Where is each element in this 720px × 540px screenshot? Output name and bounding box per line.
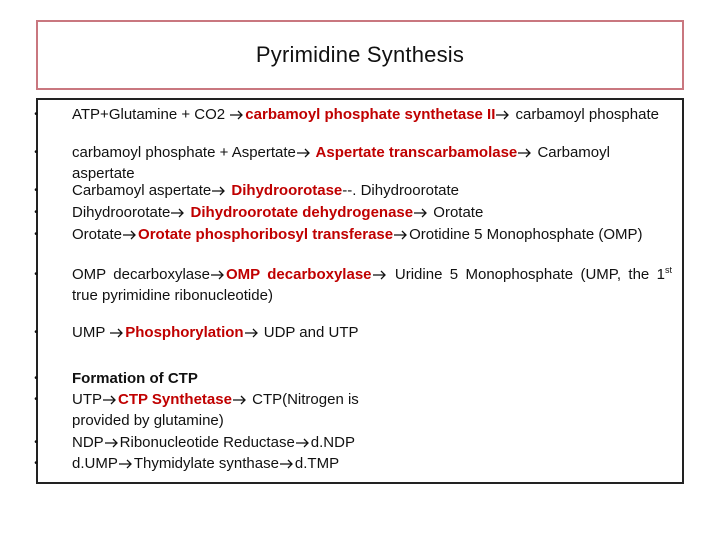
content-box	[36, 98, 684, 484]
bullet: •	[34, 269, 38, 280]
enzyme: OMP decarboxylase	[226, 266, 372, 283]
product: Carbamoyl aspertate	[72, 144, 610, 182]
item-text	[72, 453, 672, 474]
arrow-right-icon	[119, 459, 133, 469]
reactant: UTP	[72, 391, 102, 408]
enzyme: carbamoyl phosphate synthetase II	[245, 106, 496, 123]
bullet: •	[34, 394, 38, 405]
product: Orotate	[429, 204, 484, 221]
arrow-right-icon	[230, 110, 244, 120]
arrow-right-icon	[171, 208, 185, 218]
product: d.TMP	[294, 455, 340, 472]
reactant: OMP decarboxylase	[72, 266, 210, 283]
reactant: Carbamoyl aspertate	[72, 182, 212, 199]
bullet: •	[34, 373, 38, 384]
enzyme: Dihydroorotase	[227, 182, 343, 199]
product: Uridine 5 Monophosphate (UMP, the 1	[387, 266, 665, 283]
product: Orotidine 5 Monophosphate (OMP)	[409, 226, 643, 243]
product: d.NDP	[310, 434, 355, 451]
arrow-right-icon	[211, 270, 225, 280]
item-text	[72, 142, 672, 184]
reactant: NDP	[72, 434, 104, 451]
bullet: •	[34, 437, 38, 448]
item-text	[72, 264, 672, 306]
reactant: Orotate	[72, 226, 123, 243]
item-text	[72, 180, 672, 201]
arrow-right-icon	[280, 459, 294, 469]
superscript: st	[664, 265, 672, 275]
arrow-right-icon	[123, 230, 137, 240]
item-text	[72, 322, 672, 343]
arrow-right-icon	[296, 438, 310, 448]
product: UDP and UTP	[259, 324, 359, 341]
enzyme: Aspertate transcarbamolase	[311, 144, 518, 161]
bullet: •	[34, 109, 38, 120]
arrow-right-icon	[233, 395, 247, 405]
product: CTP(Nitrogen is provided by glutamine)	[72, 391, 359, 429]
enzyme: Thymidylate synthase	[133, 455, 279, 472]
arrow-right-icon	[496, 110, 510, 120]
page-title: Pyrimidine Synthesis	[255, 42, 465, 67]
enzyme: Phosphorylation	[125, 324, 244, 341]
enzyme: Ribonucleotide Reductase	[119, 434, 295, 451]
reactant: ATP+Glutamine + CO2	[72, 106, 230, 123]
bullet: •	[34, 185, 38, 196]
arrow-right-icon	[394, 230, 408, 240]
bullet: •	[34, 458, 38, 469]
title-box	[36, 20, 684, 90]
enzyme: CTP Synthetase	[118, 391, 232, 408]
arrow-right-icon	[373, 270, 387, 280]
item-text	[72, 432, 672, 453]
item-text	[72, 202, 672, 223]
product: carbamoyl phosphate	[511, 106, 659, 123]
section-heading: Formation of CTP	[72, 370, 198, 387]
arrow-right-icon	[414, 208, 428, 218]
bullet: •	[34, 229, 38, 240]
reactant: UMP	[72, 324, 110, 341]
reactant: carbamoyl phosphate + Aspertate	[72, 144, 296, 161]
arrow-right-icon	[103, 395, 117, 405]
bullet: •	[34, 207, 38, 218]
arrow-right-icon	[105, 438, 119, 448]
bullet: •	[34, 147, 38, 158]
enzyme: Orotate phosphoribosyl transferase	[138, 226, 394, 243]
item-text	[72, 224, 672, 245]
reactant: d.UMP	[72, 455, 118, 472]
arrow-right-icon	[518, 148, 532, 158]
item-text	[72, 389, 372, 431]
product: --. Dihydroorotate	[342, 182, 459, 199]
arrow-right-icon	[297, 148, 311, 158]
arrow-right-icon	[245, 328, 259, 338]
reactant: Dihydroorotate	[72, 204, 171, 221]
product-note: true pyrimidine ribonucleotide)	[72, 287, 273, 304]
bullet: •	[34, 327, 38, 338]
arrow-right-icon	[212, 186, 226, 196]
enzyme: Dihydroorotate dehydrogenase	[186, 204, 414, 221]
item-text	[72, 104, 672, 125]
arrow-right-icon	[110, 328, 124, 338]
